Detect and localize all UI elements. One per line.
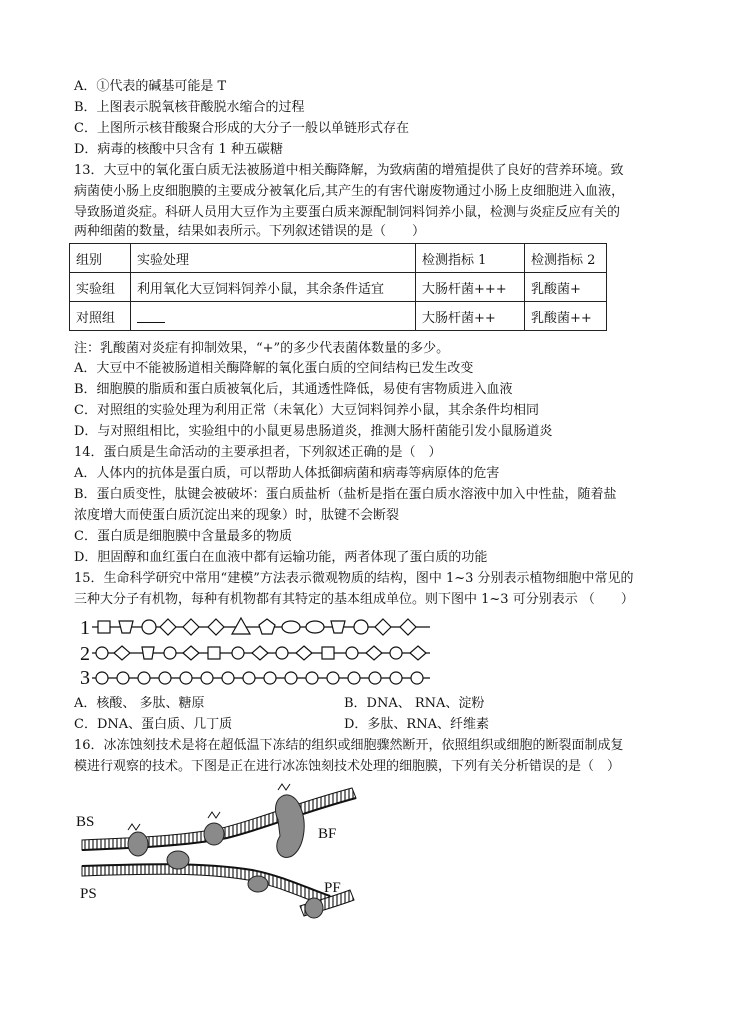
fill-in-blank[interactable] — [137, 310, 165, 323]
q14-option-a: A．人体内的抗体是蛋白质，可以帮助人体抵御病菌和病毒等病原体的危害 — [74, 466, 500, 481]
monomer-circle — [346, 647, 358, 659]
table-header-cell: 检测指标 2 — [525, 244, 607, 273]
table-row — [70, 302, 607, 331]
monomer-diamond — [208, 619, 224, 635]
monomer-trapezoid — [331, 621, 345, 633]
q15-stem-line1: 15．生命科学研究中常用“建模”方法表示微观物质的结构，图中 1~3 分别表示植物细胞中常见的 — [74, 571, 634, 586]
q13-stem-line1: 13．大豆中的氧化蛋白质无法被肠道中相关酶降解，为致病菌的增殖提供了良好的营养环境。致 — [74, 163, 624, 178]
label-bf: BF — [318, 826, 337, 842]
freeze-etch-membrane-figure — [72, 778, 382, 938]
q15-option-d: D．多肽、RNA、纤维素 — [344, 717, 489, 732]
monomer-diamond — [296, 646, 312, 660]
monomer-circle — [232, 647, 244, 659]
q13-table — [69, 243, 607, 331]
macromolecule-chains-figure — [78, 612, 438, 690]
monomer-diamond — [410, 646, 426, 660]
q14-option-b-line1: B．蛋白质变性，肽键会被破坏：蛋白质盐析（盐析是指在蛋白质水溶液中加入中性盐，随着盐 — [74, 487, 617, 502]
monomer-diamond — [114, 646, 130, 660]
monomer-oval — [282, 621, 300, 633]
monomer-square — [98, 621, 110, 633]
membrane-protein — [248, 876, 268, 892]
table-cell: 乳酸菌++ — [525, 302, 607, 331]
q12-option-c: C．上图所示核苷酸聚合形成的大分子一般以单链形式存在 — [74, 121, 409, 136]
table-cell: 大肠杆菌+++ — [416, 273, 525, 302]
table-cell: 对照组 — [70, 302, 131, 331]
monomer-diamond — [183, 619, 199, 635]
monomer-oval — [306, 621, 324, 633]
monomer-diamond — [252, 646, 268, 660]
monomer-circle — [142, 620, 156, 634]
chain-label-1: 1 — [80, 617, 90, 639]
label-bs: BS — [76, 814, 95, 830]
q13-stem-line3: 导致肠道炎症。科研人员用大豆作为主要蛋白质来源配制饲料饲养小鼠，检测与炎症反应有关的 — [74, 205, 621, 220]
label-pf: PF — [324, 880, 341, 896]
monomer-diamond — [366, 646, 382, 660]
q13-option-c: C．对照组的实验处理为利用正常（未氧化）大豆饲料饲养小鼠，其余条件均相同 — [74, 403, 539, 418]
q14-option-d: D．胆固醇和血红蛋白在血液中都有运输功能，两者体现了蛋白质的功能 — [74, 550, 488, 565]
table-cell: 乳酸菌+ — [525, 273, 607, 302]
table-header-cell: 组别 — [70, 244, 131, 273]
table-cell: 实验组 — [70, 273, 131, 302]
monomer-circle — [164, 647, 176, 659]
q13-note: 注：乳酸菌对炎症有抑制效果，“+”的多少代表菌体数量的多少。 — [74, 341, 450, 356]
monomer-diamond — [160, 619, 176, 635]
q15-option-c: C．DNA、蛋白质、几丁质 — [74, 717, 233, 732]
monomer-circle — [276, 647, 288, 659]
chain-label-3: 3 — [80, 667, 90, 689]
table-cell: 大肠杆菌++ — [416, 302, 525, 331]
q12-option-a: A．①代表的碱基可能是 T — [74, 79, 227, 94]
monomer-circle — [96, 647, 108, 659]
q14-option-b-line2: 浓度增大而使蛋白质沉淀出来的现象）时，肽键不会断裂 — [74, 508, 400, 523]
monomer-circle — [354, 620, 368, 634]
table-header-cell: 实验处理 — [131, 244, 416, 273]
q13-option-a: A．大豆中不能被肠道相关酶降解的氧化蛋白质的空间结构已发生改变 — [74, 361, 474, 376]
glycan-chain — [278, 784, 290, 790]
q13-option-d: D．与对照组相比，实验组中的小鼠更易患肠道炎，推测大肠杆菌能引发小鼠肠道炎 — [74, 424, 553, 439]
table-header-cell: 检测指标 1 — [416, 244, 525, 273]
glycan-chain — [128, 824, 140, 830]
table-row — [70, 244, 607, 273]
monomer-trapezoid — [142, 647, 154, 659]
membrane-protein — [204, 823, 224, 845]
chain-label-2: 2 — [80, 643, 90, 665]
table-cell — [131, 302, 416, 331]
q14-option-c: C．蛋白质是细胞膜中含量最多的物质 — [74, 529, 292, 544]
table-row — [70, 273, 607, 302]
monomer-diamond — [183, 646, 199, 660]
q13-option-b: B．细胞膜的脂质和蛋白质被氧化后，其通透性降低，易使有害物质进入血液 — [74, 382, 513, 397]
glycan-chain — [208, 812, 220, 818]
membrane-protein — [167, 851, 189, 869]
q12-option-d: D．病毒的核酸中只含有 1 种五碳糖 — [74, 142, 283, 157]
membrane-protein — [128, 832, 148, 856]
monomer-trapezoid — [119, 621, 133, 633]
membrane-protein — [305, 898, 323, 918]
q12-option-b: B．上图表示脱氧核苷酸脱水缩合的过程 — [74, 100, 305, 115]
monomer-diamond — [400, 619, 416, 635]
table-cell: 利用氧化大豆饲料饲养小鼠，其余条件适宜 — [131, 273, 416, 302]
monomer-pentagon — [259, 619, 275, 634]
monomer-square — [208, 647, 220, 659]
monomer-circle — [390, 647, 402, 659]
q13-stem-line4: 两种细菌的数量，结果如表所示。下列叙述错误的是（ ） — [74, 224, 426, 239]
q15-option-b: B．DNA、 RNA、淀粉 — [344, 696, 485, 711]
q13-stem-line2: 病菌使小肠上皮细胞膜的主要成分被氧化后,其产生的有害代谢废物通过小肠上皮细胞进入血液， — [74, 184, 625, 199]
monomer-square — [322, 647, 334, 659]
q14-stem: 14．蛋白质是生命活动的主要承担者，下列叙述正确的是（ ） — [74, 445, 442, 460]
q15-stem-line2: 三种大分子有机物，每种有机物都有其特定的基本组成单位。则下图中 1~3 可分别表示 （ ） — [74, 592, 634, 607]
q16-stem-line1: 16．冰冻蚀刻技术是将在超低温下冻结的组织或细胞骤然断开，依照组织或细胞的断裂面制成复 — [74, 738, 624, 753]
monomer-triangle — [232, 618, 250, 634]
monomer-diamond — [375, 619, 391, 635]
q16-stem-line2: 模进行观察的技术。下图是正在进行冰冻蚀刻技术处理的细胞膜，下列有关分析错误的是（ ） — [74, 759, 621, 774]
q15-option-a: A．核酸、 多肽、糖原 — [74, 696, 205, 711]
label-ps: PS — [80, 886, 97, 902]
